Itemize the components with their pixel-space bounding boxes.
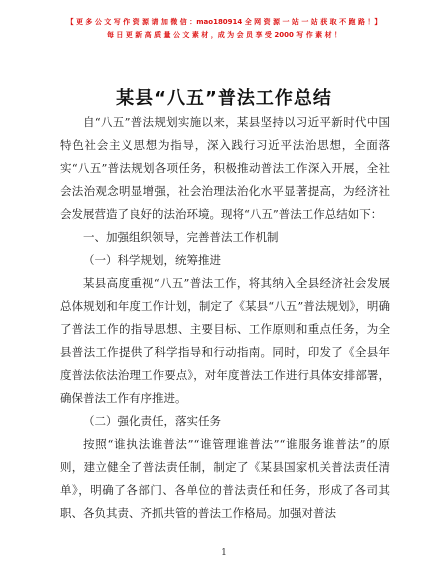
- promo-banner: [0, 16, 448, 42]
- document-title: 某县“八五”普法工作总结: [116, 88, 332, 109]
- section-1-heading: 一、加强组织领导，完善普法工作机制: [83, 230, 279, 244]
- page-number: 1: [221, 548, 227, 558]
- subsection-2-paragraph: 按照“谁执法谁普法”“谁管理谁普法”“谁服务谁普法”的原则，建立健全了普法责任制，制定了《某县国家机关普法责任清单》，明确了各部门、各单位的普法责任和任务，形成了各司其职、各负其责、齐抓共管的普法工作格局。加强对普法: [60, 437, 390, 520]
- promo-banner-line-2: 每 日 更 新 高 质 量 公 文 素 材 ，成 为 会 员 享 受 2000 写 作 素 材 ！: [106, 31, 342, 39]
- promo-banner-line-1: 【 更 多 公 文 写 作 资 源 请 加 微 信 ：mao180914 全 网 资 源 一 站 一 站 获 取 不 跑 路 ！】: [66, 18, 382, 26]
- subsection-1-heading: （一）科学规划，统筹推进: [83, 253, 221, 267]
- subsection-1-paragraph: 某县高度重视“八五”普法工作，将其纳入全县经济社会发展总体规划和年度工作计划，制定了《某县“八五”普法规划》，明确了普法工作的指导思想、主要目标、工作原则和重点任务，为全县普法工作提供了科学指导和行动指南。同时，印发了《全县年度普法依法治理工作要点》，对年度普法工作进行具体安排部署，确保普法工作有序推进。: [60, 276, 390, 405]
- document-body: [60, 111, 390, 525]
- subsection-2-heading: （二）强化责任，落实任务: [83, 414, 221, 428]
- intro-paragraph: 自“八五”普法规划实施以来，某县坚持以习近平新时代中国特色社会主义思想为指导，深入践行习近平法治思想，全面落实“八五”普法规划各项任务，积极推动普法工作深入开展，全社会法治观念明显增强，社会治理法治化水平显著提高，为经济社会发展营造了良好的法治环境。现将“八五”普法工作总结如下：: [60, 115, 390, 221]
